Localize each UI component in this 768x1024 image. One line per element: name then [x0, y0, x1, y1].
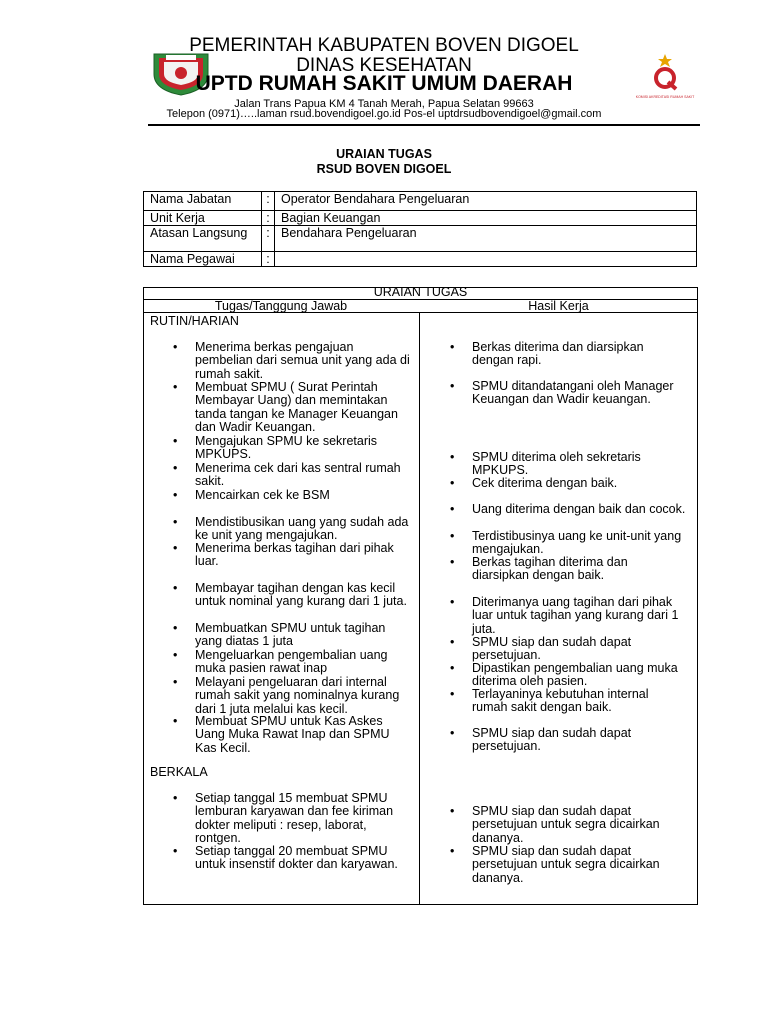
task-item-text: Membayar tagihan dengan kas kecil untuk nominal yang kurang dari 1 juta. [195, 581, 407, 609]
bullet-icon: • [450, 450, 455, 464]
bullet-icon: • [450, 555, 455, 569]
bullet-icon: • [450, 726, 455, 740]
task-item [173, 844, 413, 872]
info-colon: : [262, 211, 275, 226]
bullet-icon: • [173, 675, 178, 689]
bullet-icon: • [450, 379, 455, 393]
result-item [450, 726, 687, 754]
task-item-text: Mencairkan cek ke BSM [195, 488, 330, 502]
task-item-text: Setiap tanggal 20 membuat SPMU untuk insenstif dokter dan karyawan. [195, 844, 398, 872]
task-item [173, 791, 413, 845]
letterhead-department: DINAS KESEHATAN [296, 55, 472, 76]
result-item [450, 844, 687, 885]
task-item-text: Melayani pengeluaran dari internal rumah sakit yang nominalnya kurang dari 1 juta melalui kas kecil. [195, 675, 400, 716]
bullet-icon: • [450, 502, 455, 516]
result-item-text: Berkas tagihan diterima dan diarsipkan dengan baik. [472, 555, 628, 583]
info-row [144, 226, 697, 252]
section-periodic: BERKALA [150, 765, 208, 779]
section-routine: RUTIN/HARIAN [150, 314, 239, 328]
result-item-text: SPMU ditandatangani oleh Manager Keuangan dan Wadir keuangan. [472, 379, 674, 407]
result-item [450, 502, 687, 516]
letterhead-hospital: UPTD RUMAH SAKIT UMUM DAERAH [195, 72, 573, 95]
info-label: Unit Kerja [144, 211, 262, 226]
bullet-icon: • [450, 476, 455, 490]
bullet-icon: • [173, 434, 178, 448]
bullet-icon: • [173, 340, 178, 354]
bullet-icon: • [173, 515, 178, 529]
task-item [173, 340, 413, 381]
column-divider [419, 312, 420, 904]
result-item [450, 340, 687, 368]
result-item [450, 635, 687, 663]
task-item-text: Membuatkan SPMU untuk tagihan yang diatas 1 juta [195, 621, 386, 649]
result-item-text: Berkas diterima dan diarsipkan dengan rapi. [472, 340, 644, 368]
result-item-text: SPMU siap dan sudah dapat persetujuan untuk segra dicairkan dananya. [472, 804, 660, 845]
task-item [173, 434, 413, 462]
bullet-icon: • [450, 687, 455, 701]
letterhead-divider [148, 124, 700, 126]
result-item-text: Terdistibusinya uang ke unit-unit yang mengajukan. [472, 529, 682, 557]
info-row [144, 252, 697, 267]
result-item [450, 476, 687, 490]
result-item [450, 450, 687, 478]
info-value: Bendahara Pengeluaran [275, 226, 697, 252]
bullet-icon: • [450, 595, 455, 609]
info-value: Operator Bendahara Pengeluaran [275, 192, 697, 211]
task-item [173, 675, 413, 716]
task-item [173, 714, 413, 755]
info-colon: : [262, 252, 275, 267]
doc-subtitle: RSUD BOVEN DIGOEL [316, 162, 452, 176]
letterhead-address: Jalan Trans Papua KM 4 Tanah Merah, Papua Selatan 99663 [234, 98, 534, 110]
info-colon: : [262, 226, 275, 252]
task-item [173, 648, 413, 676]
result-item-text: Dipastikan pengembalian uang muka diterima oleh pasien. [472, 661, 678, 689]
result-item [450, 661, 687, 689]
bullet-icon: • [450, 804, 455, 818]
result-item-text: Uang diterima dengan baik dan cocok. [472, 502, 686, 516]
bullet-icon: • [173, 648, 178, 662]
task-item-text: Mengeluarkan pengembalian uang muka pasien rawat inap [195, 648, 388, 676]
result-item-text: SPMU diterima oleh sekretaris MPKUPS. [472, 450, 641, 478]
task-item-text: Membuat SPMU ( Surat Perintah Membayar Uang) dan memintakan tanda tangan ke Manager Keuangan dan Wadir Keuangan. [195, 380, 398, 434]
bullet-icon: • [450, 529, 455, 543]
bullet-icon: • [173, 621, 178, 635]
task-item-text: Membuat SPMU untuk Kas Askes Uang Muka Rawat Inap dan SPMU Kas Kecil. [195, 714, 390, 755]
letterhead-government: PEMERINTAH KABUPATEN BOVEN DIGOEL [189, 35, 579, 56]
task-item-text: Menerima berkas pengajuan pembelian dari semua unit yang ada di rumah sakit. [195, 340, 410, 381]
task-item [173, 621, 413, 649]
info-value [275, 252, 697, 267]
result-item [450, 529, 687, 557]
task-item-text: Setiap tanggal 15 membuat SPMU lemburan karyawan dan fee kiriman dokter meliputi : resep, laborat, rontgen. [195, 791, 394, 845]
column-header-tasks: Tugas/Tanggung Jawab [214, 299, 348, 313]
result-item-text: Terlayaninya kebutuhan internal rumah sakit dengan baik. [472, 687, 649, 715]
info-label: Atasan Langsung [144, 226, 262, 252]
bullet-icon: • [450, 844, 455, 858]
result-item [450, 804, 687, 845]
result-item [450, 555, 687, 583]
bullet-icon: • [173, 581, 178, 595]
doc-title: URAIAN TUGAS [336, 147, 432, 161]
result-item-text: SPMU siap dan sudah dapat persetujuan. [472, 726, 632, 754]
bullet-icon: • [173, 541, 178, 555]
task-item-text: Menerima berkas tagihan dari pihak luar. [195, 541, 394, 569]
info-label: Nama Pegawai [144, 252, 262, 267]
task-item [173, 515, 413, 543]
task-item [173, 461, 413, 489]
result-item-text: SPMU siap dan sudah dapat persetujuan untuk segra dicairkan dananya. [472, 844, 660, 885]
info-row [144, 192, 697, 211]
result-item-text: Cek diterima dengan baik. [472, 476, 618, 490]
task-table-header: URAIAN TUGAS [373, 285, 468, 299]
task-item-text: Menerima cek dari kas sentral rumah sakit. [195, 461, 401, 489]
bullet-icon: • [173, 380, 178, 394]
bullet-icon: • [173, 461, 178, 475]
bullet-icon: • [450, 635, 455, 649]
result-item-text: SPMU siap dan sudah dapat persetujuan. [472, 635, 632, 663]
info-row [144, 211, 697, 226]
task-item-text: Mengajukan SPMU ke sekretaris MPKUPS. [195, 434, 378, 462]
position-info-table [143, 191, 697, 267]
info-label: Nama Jabatan [144, 192, 262, 211]
info-colon: : [262, 192, 275, 211]
task-item [173, 581, 413, 609]
bullet-icon: • [173, 714, 178, 728]
task-item [173, 380, 413, 434]
accreditation-caption: KOMISI AKREDITASI RUMAH SAKIT [635, 95, 695, 99]
bullet-icon: • [173, 791, 178, 805]
letterhead-contact: Telepon (0971)…..laman rsud.bovendigoel.go.id Pos-el uptdrsudbovendigoel@gmail.com [166, 108, 602, 120]
task-item [173, 541, 413, 569]
result-item [450, 379, 687, 407]
column-header-results: Hasil Kerja [528, 299, 589, 313]
task-item-text: Mendistibusikan uang yang sudah ada ke unit yang mengajukan. [195, 515, 409, 543]
info-value: Bagian Keuangan [275, 211, 697, 226]
bullet-icon: • [450, 661, 455, 675]
result-item [450, 595, 687, 636]
bullet-icon: • [173, 844, 178, 858]
bullet-icon: • [173, 488, 178, 502]
result-item-text: Diterimanya uang tagihan dari pihak luar untuk tagihan yang kurang dari 1 juta. [472, 595, 679, 636]
task-item [173, 488, 413, 502]
bullet-icon: • [450, 340, 455, 354]
result-item [450, 687, 687, 715]
